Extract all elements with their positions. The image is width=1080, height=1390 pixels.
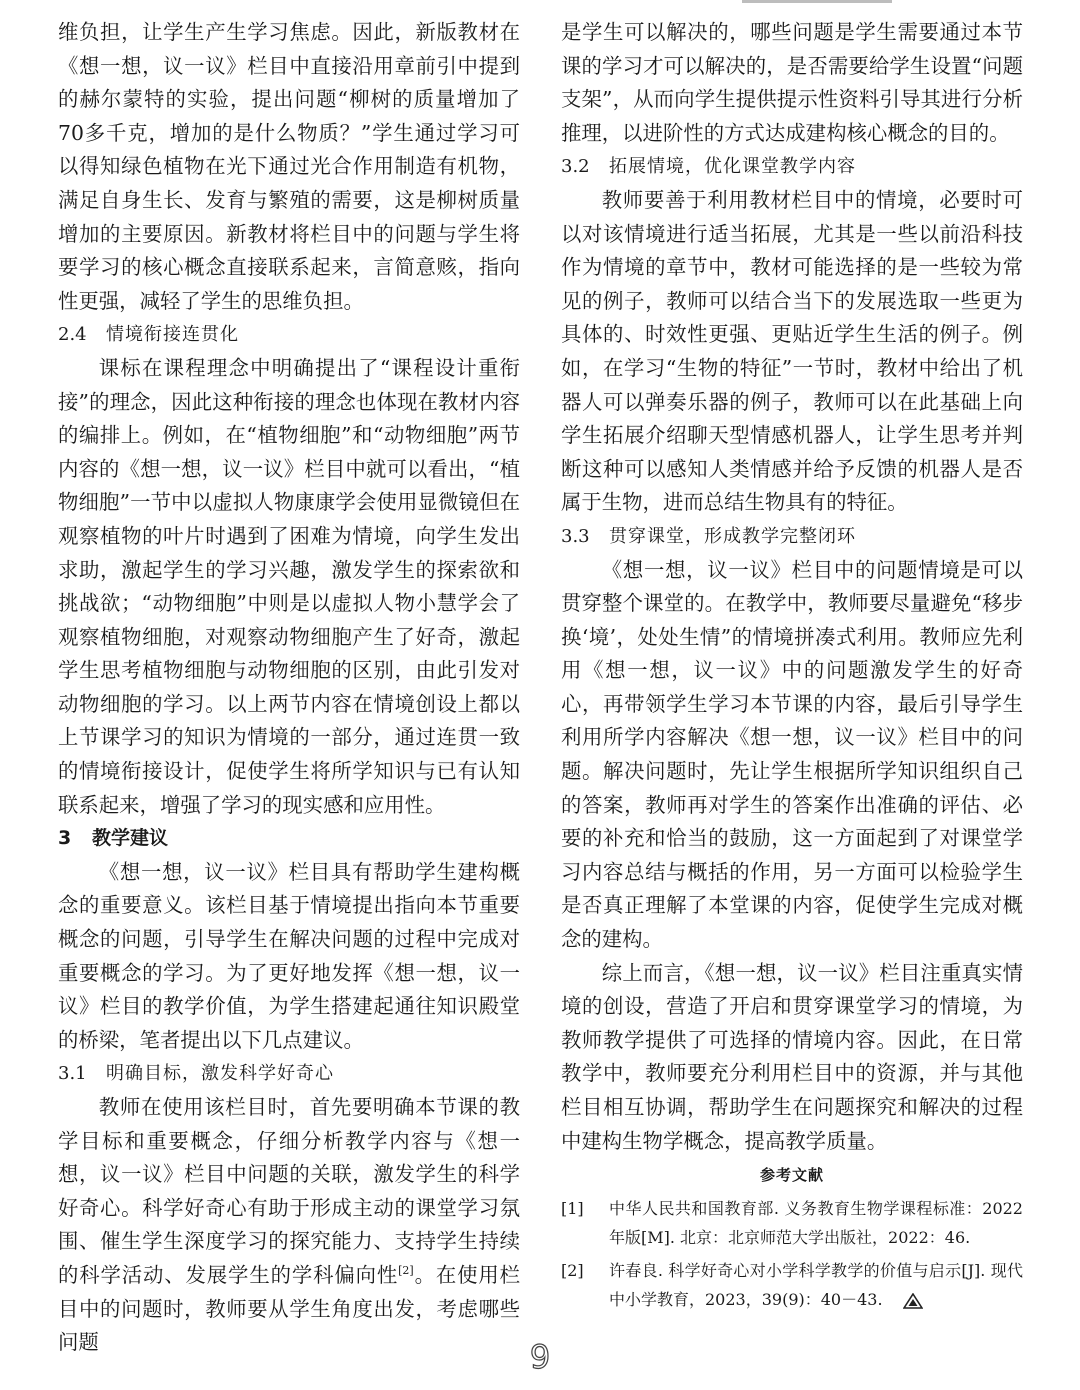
paragraph-text: 。在使用栏目中的问题时，教师要从学生角度出发，考虑哪些问题 [58, 1262, 521, 1355]
section-number: 3.1 [58, 1063, 87, 1085]
reference-text [609, 1256, 1023, 1314]
section-heading-3-1 [58, 1057, 520, 1091]
citation-marker[interactable]: [2] [398, 1264, 414, 1278]
paragraph: 教师要善于利用教材栏目中的情境，必要时可以对该情境进行适当拓展，尤其是一些以前沿科技作为情境的章节中，教材可能选择的是一些较为常见的例子，教师可以结合当下的发展选取一些更为具体的、时效性更强、更贴近学生生活的例子。例如，在学习“生物的特征”一节时，教材中给出了机器人可以弹奏乐器的例子，教师可以在此基础上向学生拓展介绍聊天型情感机器人，让学生思考并判断这种可以感知人类情感并给予反馈的机器人是否属于生物，进而总结生物具有的特征。 [561, 187, 1023, 515]
section-title: 教学建议 [92, 827, 169, 850]
reference-item [561, 1194, 1023, 1252]
section-title: 拓展情境，优化课堂教学内容 [609, 156, 856, 178]
reference-text: 中华人民共和国教育部. 义务教育生物学课程标准：2022年版[M]. 北京：北京师范大学出版社，2022：46. [609, 1199, 1023, 1248]
section-title: 情境衔接连贯化 [106, 324, 239, 346]
section-title: 贯穿课堂，形成教学完整闭环 [609, 525, 856, 547]
reference-tag: [1] [561, 1199, 584, 1219]
paragraph: 《想一想，议一议》栏目具有帮助学生建构概念的重要意义。该栏目基于情境提出指向本节重要概念的问题，引导学生在解决问题的过程中完成对重要概念的学习。为了更好地发挥《想一想，议一议》栏目的教学价值，为学生搭建起通往知识殿堂的桥梁，笔者提出以下几点建议。 [58, 859, 520, 1052]
section-number: 3.2 [561, 156, 590, 178]
references-title: 参考文献 [759, 1166, 824, 1185]
section-heading-3 [58, 822, 520, 856]
section-title: 明确目标，激发科学好奇心 [106, 1063, 334, 1085]
paragraph [58, 1091, 520, 1360]
header-rule [742, 0, 892, 3]
paragraph: 《想一想，议一议》栏目中的问题情境是可以贯穿整个课堂的。在教学中，教师要尽量避免“移步换‘境’，处处生情”的情境拼凑式利用。教师应先利用《想一想，议一议》中的问题激发学生的好奇心，再带领学生学习本节课的内容，最后引导学生利用所学内容解决《想一想，议一议》栏目中的问题。解决问题时，先让学生根据所学知识组织自己的答案，教师再对学生的答案作出准确的评估、必要的补充和恰当的鼓励，这一方面起到了对课堂学习内容总结与概括的作用，另一方面可以检验学生是否真正理解了本堂课的内容，促使学生完成对概念的建构。 [561, 557, 1023, 952]
right-column [561, 16, 1023, 1314]
section-number: 2.4 [58, 324, 87, 346]
left-column [58, 16, 520, 1360]
reference-item [561, 1256, 1023, 1314]
paragraph: 维负担，让学生产生学习焦虑。因此，新版教材在《想一想，议一议》栏目中直接沿用章前引中提到的赫尔蒙特的实验，提出问题“柳树的质量增加了70多千克，增加的是什么物质？”学生通过学习可以得知绿色植物在光下通过光合作用制造有机物，满足自身生长、发育与繁殖的需要，这是柳树质量增加的主要原因。新教材将栏目中的问题与学生将要学习的核心概念直接联系起来，言简意赅，指向性更强，减轻了学生的思维负担。 [58, 20, 520, 313]
paragraph: 综上而言，《想一想，议一议》栏目注重真实情境的创设，营造了开启和贯穿课堂学习的情境，为教师教学提供了可选择的情境内容。因此，在日常教学中，教师要充分利用栏目中的资源，并与其他栏目相互协调，帮助学生在问题探究和解决的过程中建构生物学概念，提高教学质量。 [561, 960, 1023, 1153]
page-number: 9 [529, 1338, 551, 1376]
reference-text-content: 许春良. 科学好奇心对小学科学教学的价值与启示[J]. 现代中小学教育，2023，39(9)：40－43. [609, 1261, 1023, 1310]
paragraph: 是学生可以解决的，哪些问题是学生需要通过本节课的学习才可以解决的，是否需要给学生设置“问题支架”，从而向学生提供提示性资料引导其进行分析推理，以进阶性的方式达成建构核心概念的目的。 [561, 20, 1023, 145]
reference-tag: [2] [561, 1261, 584, 1281]
section-heading-3-2 [561, 150, 1023, 184]
section-heading-2-4 [58, 318, 520, 352]
section-number: 3 [58, 827, 72, 850]
paragraph-text: 教师在使用该栏目时，首先要明确本节课的教学目标和重要概念，仔细分析教学内容与《想一想，议一议》栏目中问题的关联，激发学生的科学好奇心。科学好奇心有助于形成主动的课堂学习氛围、催生学生深度学习的探究能力、支持学生持续的科学活动、发展学生的学科偏向性 [58, 1095, 520, 1287]
section-number: 3.3 [561, 525, 590, 547]
end-mark-icon [903, 1293, 923, 1309]
paragraph: 课标在课程理念中明确提出了“课程设计重衔接”的理念，因此这种衔接的理念也体现在教材内容的编排上。例如，在“植物细胞”和“动物细胞”两节内容的《想一想，议一议》栏目中就可以看出，“植物细胞”一节中以虚拟人物康康学会使用显微镜但在观察植物的叶片时遇到了困难为情境，向学生发出求助，激起学生的学习兴趣，激发学生的探索欲和挑战欲；“动物细胞”中则是以虚拟人物小慧学会了观察植物细胞，对观察动物细胞产生了好奇，激起学生思考植物细胞与动物细胞的区别，由此引发对动物细胞的学习。以上两节内容在情境创设上都以上节课学习的知识为情境的一部分，通过连贯一致的情境衔接设计，促使学生将所学知识与已有认知联系起来，增强了学习的现实感和应用性。 [58, 355, 520, 817]
section-heading-3-3 [561, 520, 1023, 554]
